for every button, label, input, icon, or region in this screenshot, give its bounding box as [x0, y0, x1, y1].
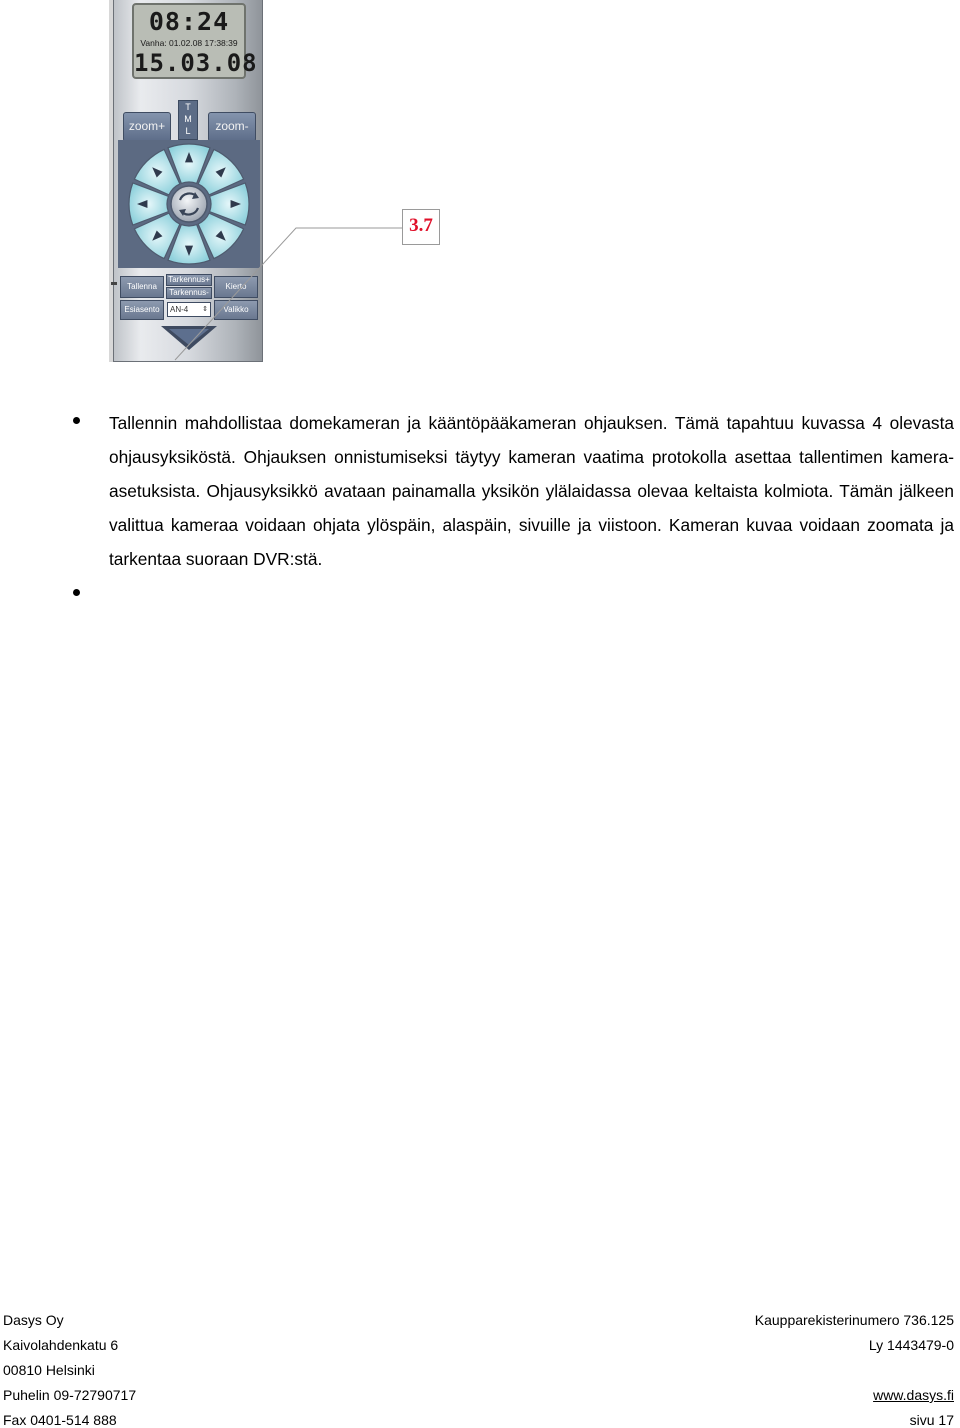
bullet-marker-empty	[73, 589, 80, 596]
speed-m[interactable]: M	[184, 114, 192, 124]
footer-business-id: Ly 1443479-0	[868, 1337, 954, 1353]
footer-phone: Puhelin 09-72790717	[3, 1387, 137, 1403]
footer-trade-register: Kaupparekisterinumero 736.125	[754, 1312, 954, 1328]
footer-fax: Fax 0401-514 888	[3, 1412, 117, 1428]
footer-company: Dasys Oy	[3, 1312, 64, 1328]
focus-minus-button[interactable]: Tarkennus-	[166, 287, 212, 299]
record-button[interactable]: Tallenna	[120, 276, 164, 298]
lcd-date: 15.03.08	[134, 49, 258, 77]
footer-city: 00810 Helsinki	[3, 1362, 95, 1378]
lcd-old-timestamp: Vanha: 01.02.08 17:38:39	[140, 38, 238, 48]
callout-label: 3.7	[402, 209, 440, 245]
footer-street: Kaivolahdenkatu 6	[3, 1337, 119, 1353]
rotation-button[interactable]: Kierto	[214, 276, 258, 298]
zoom-in-button[interactable]: zoom+	[123, 112, 171, 142]
zoom-out-button[interactable]: zoom-	[208, 112, 256, 142]
body-paragraph: Tallennin mahdollistaa domekameran ja kääntöpääkameran ohjauksen. Tämä tapahtuu kuvassa 4 olevasta ohjausyksiköstä. Ohjauksen onnistumiseksi täytyy kameran vaatima protokolla asettaa tallentimen kamera-asetuksista. Ohjausyksikkö avataan painamalla yksikön ylälaidassa olevaa keltaista kolmiota. Tämän jälkeen valittua kameraa voidaan ohjata ylöspäin, alaspäin, sivuille ja viistoon. Kameran kuvaa voidaan zoomata ja tarkentaa suoraan DVR:stä.	[109, 413, 954, 569]
preset-button[interactable]: Esiasento	[120, 300, 164, 320]
footer-page-number: sivu 17	[909, 1412, 954, 1428]
speed-t[interactable]: T	[185, 102, 191, 112]
lcd-time: 08:24	[148, 7, 230, 36]
focus-plus-button[interactable]: Tarkennus+	[166, 274, 212, 286]
bullet-marker	[73, 417, 80, 424]
website-link-text[interactable]: www.dasys.fi	[873, 1387, 954, 1403]
speed-l[interactable]: L	[185, 126, 191, 136]
select-updown-icon: ⇕	[202, 306, 208, 313]
camera-select-value: AN-4	[170, 305, 189, 314]
footer-website-link[interactable]	[873, 1387, 954, 1403]
menu-button[interactable]: Valikko	[214, 300, 258, 320]
callout-leader-line	[0, 0, 960, 400]
